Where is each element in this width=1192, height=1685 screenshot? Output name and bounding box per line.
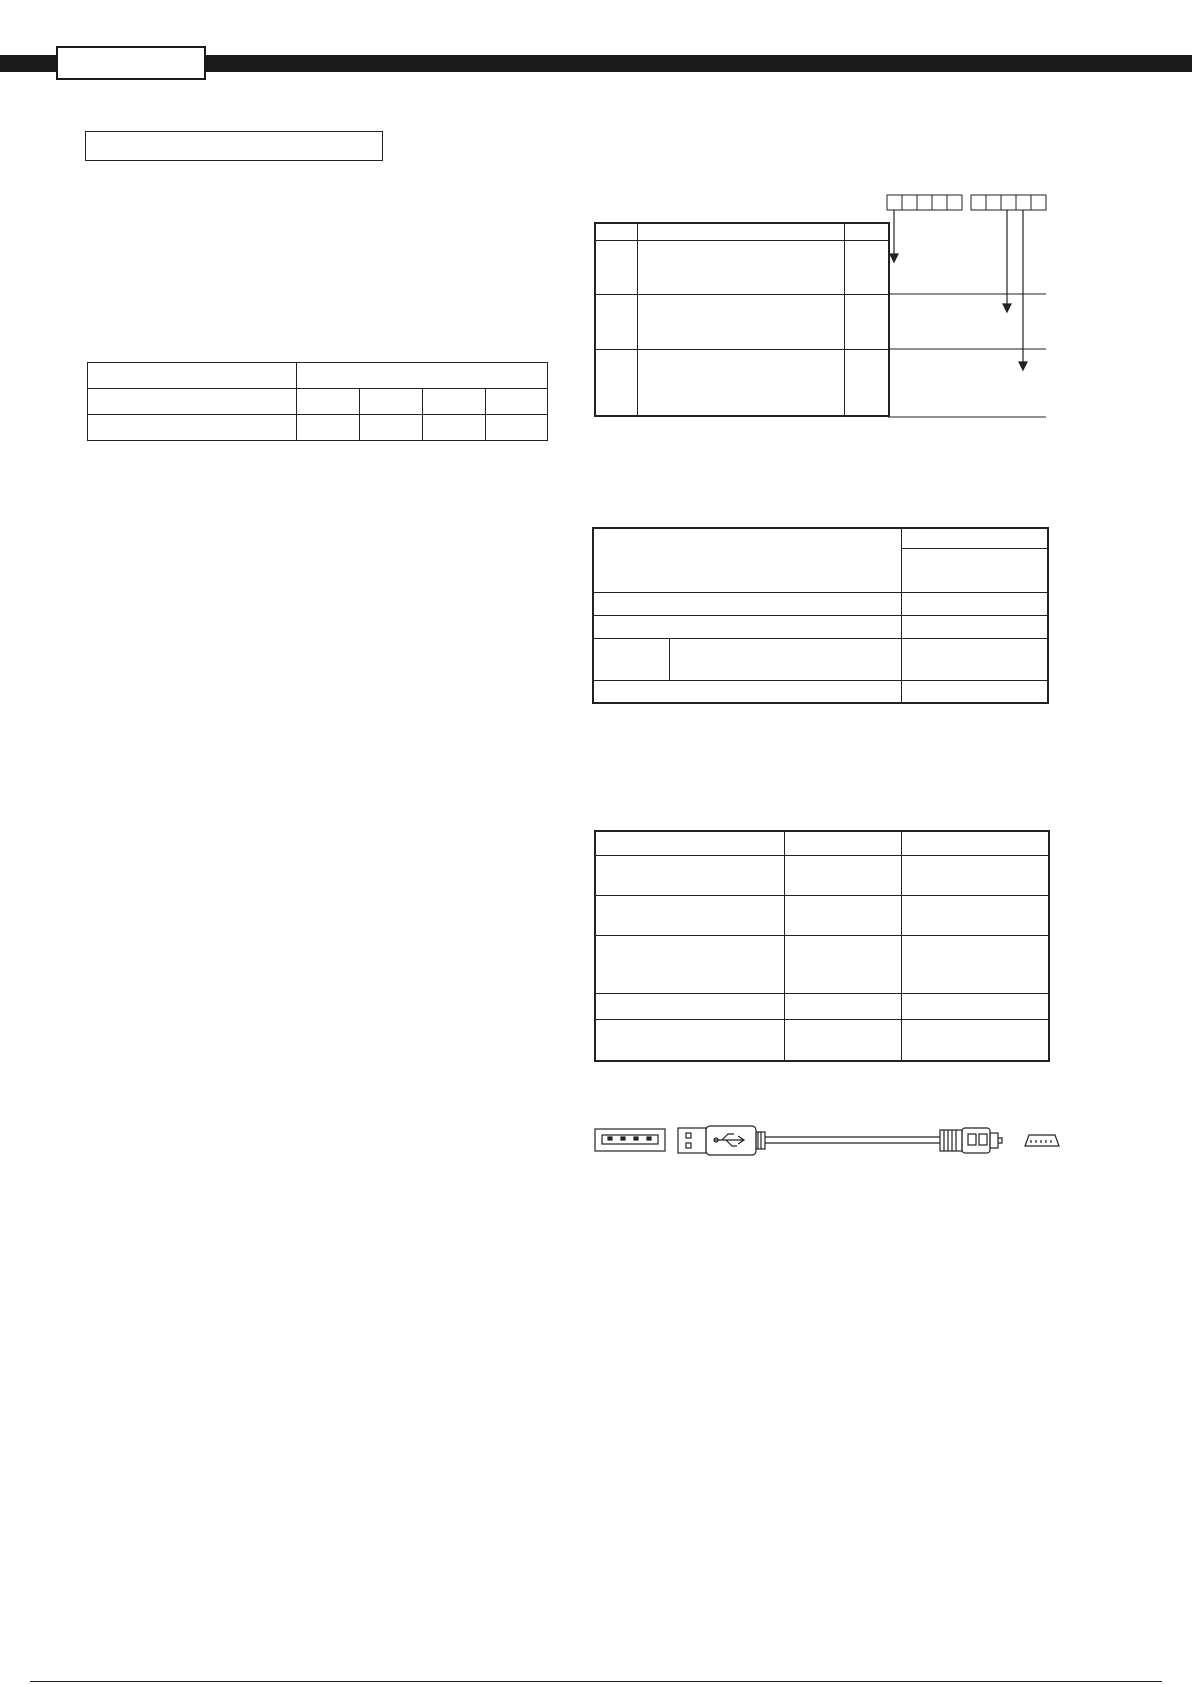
- table-cell: [297, 415, 360, 441]
- table-cell: [784, 855, 901, 895]
- table-cell: [423, 389, 486, 415]
- table-row: [595, 935, 1049, 993]
- three-column-table: [594, 830, 1050, 1062]
- code-table: [594, 222, 890, 417]
- table-row: [593, 638, 1048, 680]
- table-row: [593, 528, 1048, 548]
- table-row: [595, 855, 1049, 895]
- table-cell: [784, 993, 901, 1019]
- table-cell: [901, 548, 1048, 592]
- table-cell: [486, 415, 548, 441]
- table-cell: [595, 223, 637, 240]
- table-cell: [423, 415, 486, 441]
- table-cell: [593, 638, 669, 680]
- code-boxes-b: [971, 195, 1046, 210]
- table-cell: [593, 615, 901, 638]
- table-cell: [360, 415, 423, 441]
- header-tab: [56, 46, 206, 80]
- table-cell: [901, 831, 1049, 855]
- table-cell: [901, 680, 1048, 703]
- table-cell: [901, 855, 1049, 895]
- table-row: [595, 223, 889, 240]
- table-row: [595, 240, 889, 294]
- table-cell: [297, 363, 548, 389]
- spec-table: [592, 527, 1049, 704]
- table-cell: [593, 528, 901, 592]
- table-cell: [901, 592, 1048, 615]
- table-row: [595, 294, 889, 349]
- arrow-lines: [890, 210, 1027, 370]
- table-cell: [901, 1019, 1049, 1061]
- table-cell: [901, 935, 1049, 993]
- table-cell: [593, 680, 901, 703]
- table-row: [88, 389, 548, 415]
- table-cell: [595, 240, 637, 294]
- table-cell: [88, 389, 297, 415]
- table-cell: [844, 349, 889, 416]
- table-row: [88, 363, 548, 389]
- table-cell: [784, 895, 901, 935]
- table-cell: [595, 831, 784, 855]
- table-cell: [901, 895, 1049, 935]
- table-cell: [901, 528, 1048, 548]
- table-row: [595, 349, 889, 416]
- table-cell: [595, 349, 637, 416]
- table-cell: [595, 993, 784, 1019]
- table-cell: [669, 638, 901, 680]
- table-cell: [844, 223, 889, 240]
- extension-lines: [888, 294, 1046, 417]
- section-title-box: [85, 131, 383, 161]
- table-cell: [784, 1019, 901, 1061]
- table-row: [593, 592, 1048, 615]
- table-cell: [88, 363, 297, 389]
- table-cell: [784, 935, 901, 993]
- table-cell: [595, 935, 784, 993]
- table-cell: [595, 895, 784, 935]
- table-row: [595, 831, 1049, 855]
- table-cell: [88, 415, 297, 441]
- table-cell: [595, 294, 637, 349]
- table-cell: [595, 855, 784, 895]
- table-cell: [844, 294, 889, 349]
- footer-line: [30, 1681, 1162, 1682]
- table-cell: [297, 389, 360, 415]
- table-cell: [637, 294, 844, 349]
- table-cell: [486, 389, 548, 415]
- table-cell: [360, 389, 423, 415]
- table-row: [595, 993, 1049, 1019]
- table-row: [593, 615, 1048, 638]
- table-cell: [784, 831, 901, 855]
- table-cell: [595, 1019, 784, 1061]
- table-cell: [901, 615, 1048, 638]
- table-cell: [637, 349, 844, 416]
- table-cell: [901, 638, 1048, 680]
- table-row: [595, 895, 1049, 935]
- table-cell: [844, 240, 889, 294]
- table-row: [593, 680, 1048, 703]
- table-cell: [637, 240, 844, 294]
- table-row: [88, 415, 548, 441]
- code-boxes-a: [887, 195, 962, 210]
- left-table: [87, 362, 548, 441]
- table-cell: [637, 223, 844, 240]
- table-cell: [593, 592, 901, 615]
- usb-cable-illustration: [590, 1120, 1060, 1160]
- table-cell: [901, 993, 1049, 1019]
- table-row: [595, 1019, 1049, 1061]
